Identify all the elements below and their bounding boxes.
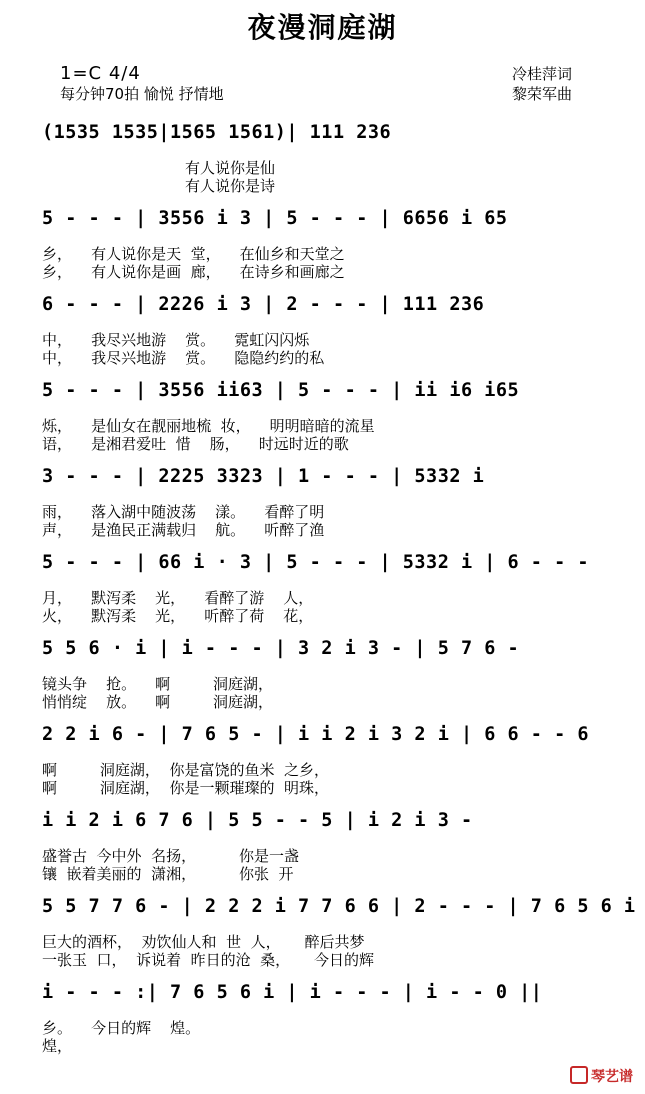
lyric-line: 有人说你是仙 [42,159,276,177]
lyric-line: 巨大的酒杯， 劝饮仙人和 世 人， 醉后共梦 [42,933,365,951]
notation-line: 5 5 7 7 6 - | 2 2 2 i 7 7 6 6 | 2 - - - | 7 6 5 6 i [42,896,636,917]
notation-line: (1535 1535|1565 1561)| 111 236 [42,122,392,143]
lyric-line: 语， 是湘君爱吐 惜 肠， 时远时近的歌 [42,435,349,453]
notation-line: 5 - - - | 3556 ii63 | 5 - - - | ii i6 i65 [42,380,520,401]
song-title: 夜漫洞庭湖 [247,11,398,44]
lyric-line: 雨， 落入湖中随波荡 漾。 看醉了明 [42,503,325,521]
watermark-logo [570,1066,633,1086]
lyric-line: 镜头争 抢。 啊 洞庭湖， [42,675,274,693]
lyric-line: 乡， 有人说你是画 廊， 在诗乡和画廊之 [42,263,345,281]
lyric-line: 烁， 是仙女在靓丽地梳 妆， 明明暗暗的流星 [42,417,375,435]
lyric-line: 中， 我尽兴地游 赏。 隐隐约约的私 [42,349,325,367]
composer: 黎荣军曲 [512,85,573,103]
lyric-line: 声， 是渔民正满载归 航。 听醉了渔 [42,521,325,539]
song-meta-left [60,64,224,104]
watermark-text: 琴艺谱 [591,1069,633,1085]
tempo-marking: 每分钟70拍 愉悦 抒情地 [60,85,224,103]
lyric-line: 啊 洞庭湖， 你是富饶的鱼米 之乡， [42,761,329,779]
notation-line: 3 - - - | 2225 3323 | 1 - - - | 5332 i [42,466,485,487]
lyric-line: 月， 默泻柔 光， 看醉了游 人， [42,589,314,607]
notation-line: i - - - :| 7 6 5 6 i | i - - - | i - - 0 || [42,982,543,1003]
lyric-line: 一张玉 口， 诉说着 昨日的沧 桑， 今日的辉 [42,951,374,969]
watermark-icon [570,1066,588,1084]
lyric-line: 煌， [42,1037,73,1055]
lyric-line: 盛誉古 今中外 名扬， 你是一盏 [42,847,299,865]
notation-line: i i 2 i 6 7 6 | 5 5 - - 5 | i 2 i 3 - [42,810,473,831]
lyric-line: 火， 默泻柔 光， 听醉了荷 花， [42,607,314,625]
notation-line: 5 - - - | 3556 i 3 | 5 - - - | 6656 i 65 [42,208,508,229]
lyric-line: 悄悄绽 放。 啊 洞庭湖， [42,693,274,711]
notation-line: 5 5 6 · i | i - - - | 3 2 i 3 - | 5 7 6 - [42,638,520,659]
notation-line: 5 - - - | 66 i · 3 | 5 - - - | 5332 i | 6 - - - [42,552,589,573]
notation-line: 6 - - - | 2226 i 3 | 2 - - - | 111 236 [42,294,485,315]
lyric-line: 乡。 今日的辉 煌。 [42,1019,201,1037]
lyric-line: 有人说你是诗 [42,177,276,195]
lyric-line: 镶 嵌着美丽的 潇湘， 你张 开 [42,865,294,883]
lyric-line: 乡， 有人说你是天 堂， 在仙乡和天堂之 [42,245,345,263]
lyric-line: 啊 洞庭湖， 你是一颗璀璨的 明珠， [42,779,329,797]
credits [512,64,572,104]
lyricist: 冷桂萍词 [512,65,573,83]
lyric-line: 中， 我尽兴地游 赏。 霓虹闪闪烁 [42,331,310,349]
key-signature: 1=C 4/4 [60,63,141,84]
notation-line: 2 2 i 6 - | 7 6 5 - | i i 2 i 3 2 i | 6 6 - - 6 [42,724,589,745]
